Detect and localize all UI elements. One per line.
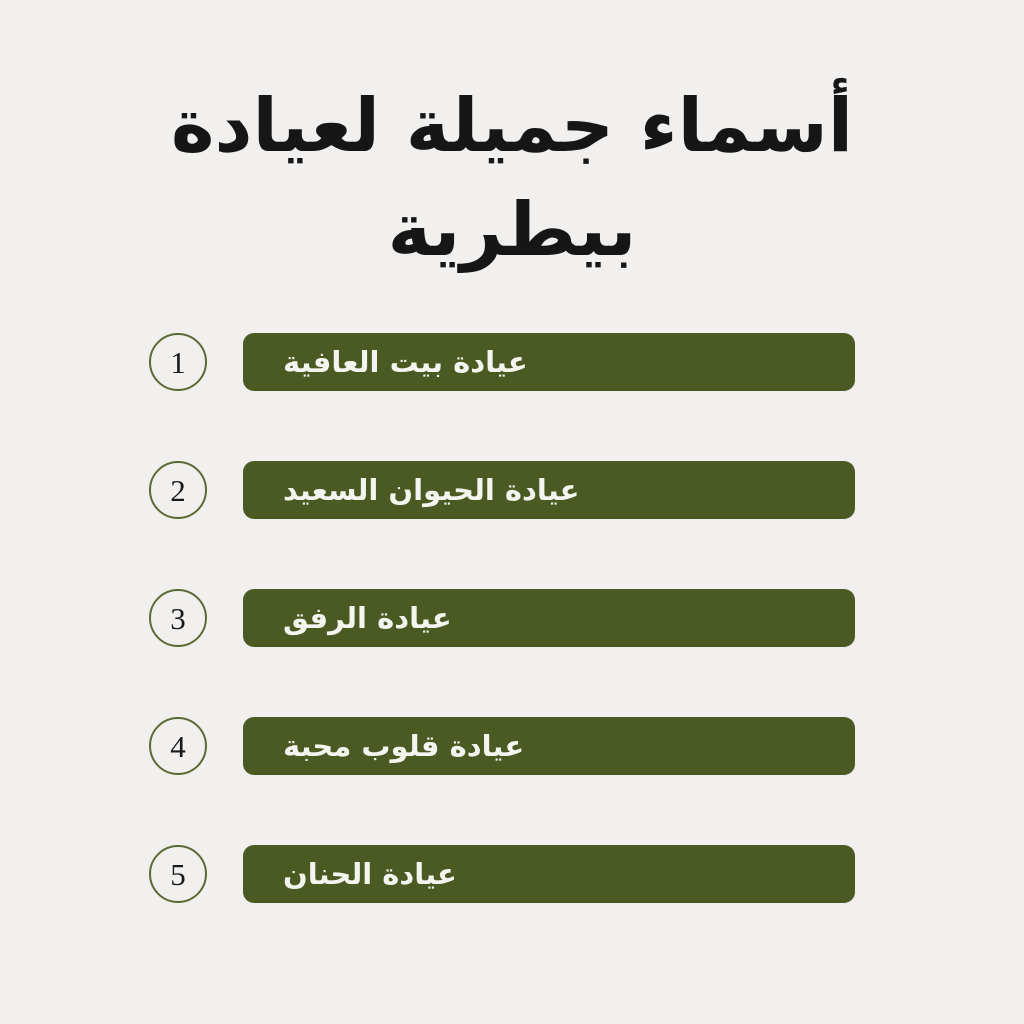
- page-title: [0, 74, 1024, 282]
- item-1-number-badge: [149, 333, 207, 391]
- item-5-label: عيادة الحنان: [283, 856, 457, 891]
- item-5-number-badge: [149, 845, 207, 903]
- item-4-bar: [243, 717, 855, 775]
- item-1-number: 1: [170, 344, 186, 380]
- list-item-1: [0, 333, 1024, 391]
- item-1-label: عيادة بيت العافية: [283, 344, 528, 379]
- item-3-bar: [243, 589, 855, 647]
- item-2-bar: [243, 461, 855, 519]
- page-title-line-2: بيطرية: [387, 187, 637, 273]
- item-4-number: 4: [170, 728, 186, 764]
- list-item-3: [0, 589, 1024, 647]
- item-1-bar: [243, 333, 855, 391]
- list-item-2: [0, 461, 1024, 519]
- item-2-label: عيادة الحيوان السعيد: [283, 472, 580, 507]
- item-3-label: عيادة الرفق: [283, 600, 452, 635]
- page-title-line-1: أسماء جميلة لعيادة: [170, 83, 854, 169]
- item-5-number: 5: [170, 856, 186, 892]
- item-3-number: 3: [170, 600, 186, 636]
- item-4-label: عيادة قلوب محبة: [283, 728, 525, 763]
- item-4-number-badge: [149, 717, 207, 775]
- list-item-4: [0, 717, 1024, 775]
- list-item-5: [0, 845, 1024, 903]
- item-5-bar: [243, 845, 855, 903]
- item-3-number-badge: [149, 589, 207, 647]
- item-2-number-badge: [149, 461, 207, 519]
- item-2-number: 2: [170, 472, 186, 508]
